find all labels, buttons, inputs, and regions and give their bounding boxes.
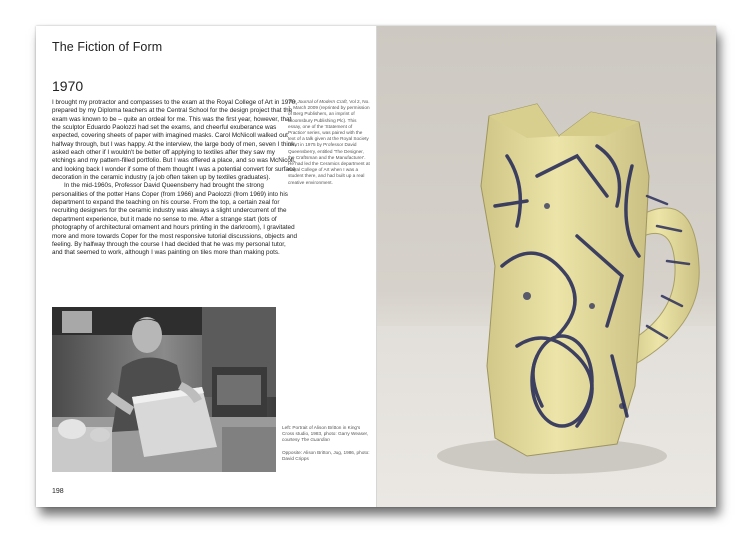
portrait-photo bbox=[52, 307, 276, 472]
caption-left-text: Left: Portrait of Alison Britton in King's Cross studio, 1983, photo: Garry Weaser, courtesy bbox=[282, 425, 369, 443]
jug-image bbox=[377, 26, 716, 507]
running-head: The Fiction of Form bbox=[52, 40, 163, 54]
page-number: 198 bbox=[52, 488, 64, 495]
sidenote-text: Vol 2, No. 1, March 2009 (reprinted by permission of Berg Publishers, an imprint of Bloomsbury Publishing Plc). This essay, one of the 'Statement of Practice' series, was paired with the text of a talk given at the Royal Society of Art in 1975 by Professor David Queensberry, entitled 'The Designer, the Craftsman and the Manufacturer'. He had led the Ceramics department at Royal College of Art when I was a student there, and had built up a real creative environment. bbox=[288, 99, 370, 185]
paragraph-1: I brought my protractor and compasses to the exam at the Royal College of Art in 1970, prepared by my Diploma teachers at the Central School for the design project that the exam was known to be – quite an ordeal for me. This was the first year, however, that the sculptor Eduardo Paolozzi had set the exams, and cheerful exuberance was expected, covering sheets of paper with imagined masks. Carol McNicoll walked out halfway through, but I was happy. At the interview, the large body of men, seven I think, asked each other if I wouldn't be better off applying to textiles after they saw my etchings and my pattern-filled portfolio. But I was offered a place, and so was McNicoll, and looking back I wonder if some of them thought I was a potential convert for surface decoration in the ceramic industry (a job often taken up by textiles graduates). bbox=[52, 99, 298, 182]
caption-left bbox=[282, 425, 370, 444]
caption-left-source: The Guardian bbox=[301, 437, 330, 443]
paragraph-2: In the mid-1960s, Professor David Queensberry had brought the strong personalities of the potter Hans Coper (from 1966) and Paolozzi (from 1969) into his department to expand the teaching on his course. From the top, a certain zeal for recruiting designers for the ceramic industry was always a slight undercurrent of the department experience, but it made no sense to me. After a strange start (lots of photography of architectural ornament and hours printing in the darkroom), I gravitated more and more towards Coper for the most responsive tutorial discussions, objects and feeling. By halfway through the course I had decided that he was my personal tutor, and that seemed to work, although I was painting on tiles more than making pots. bbox=[52, 182, 298, 257]
caption bbox=[282, 425, 370, 468]
right-page-jug-photo bbox=[377, 26, 716, 507]
journal-title: The Journal of Modern Craft, bbox=[288, 99, 348, 104]
portrait-photo-image bbox=[52, 307, 276, 472]
section-heading: 1970 bbox=[52, 78, 84, 94]
sidenote bbox=[288, 99, 370, 186]
body-text bbox=[52, 99, 298, 258]
caption-opposite: Opposite: Alison Britton, Jug, 1986, photo: David Cripps bbox=[282, 449, 370, 461]
left-page bbox=[36, 26, 377, 507]
book-spread bbox=[36, 26, 716, 507]
